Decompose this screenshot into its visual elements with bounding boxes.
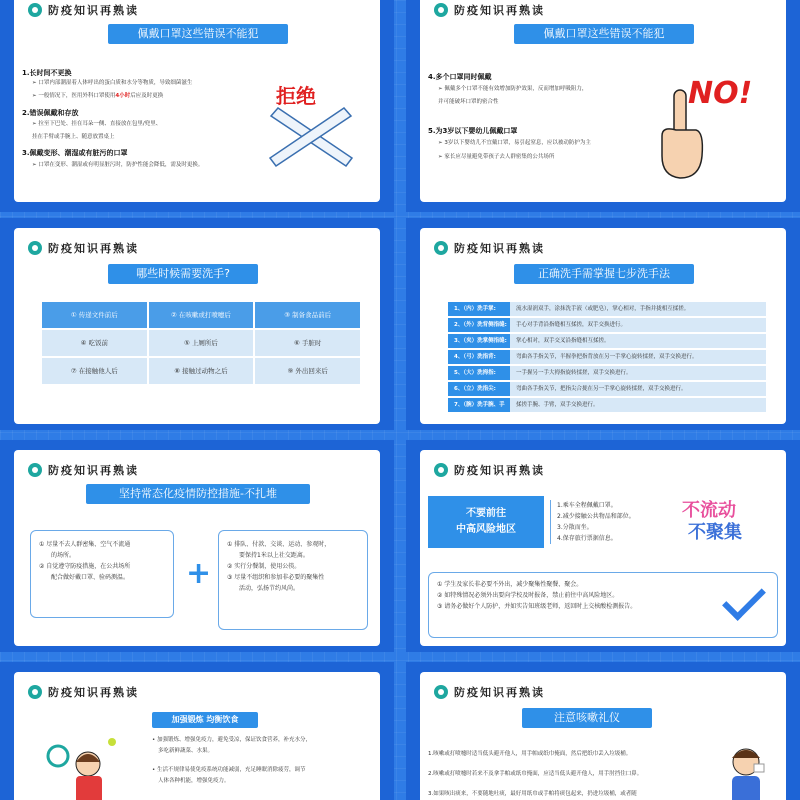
slide-title: 防疫知识再熟读 — [48, 686, 139, 699]
bullet-text: ➢ 一般情况下，医用外科口罩使用4小时后应及时更换 — [32, 93, 164, 99]
grid-cell: ⑦ 在接触他人后 — [42, 358, 147, 384]
wash-occasions-grid — [42, 302, 360, 384]
travel-tips — [550, 500, 635, 544]
bullet-text: 人体各种机能，增强免疫力。 — [158, 778, 230, 784]
step-key: 2、（外）洗背侧指缝: — [448, 318, 510, 332]
slide-header — [434, 684, 545, 700]
slide-header — [28, 462, 139, 478]
step-value: 手心对手背沿指缝相互揉搓，双手交换进行。 — [510, 318, 766, 332]
step-row — [448, 382, 766, 396]
slide-card — [420, 228, 786, 424]
bullet-text: 多吃新鲜蔬菜、水果。 — [158, 748, 214, 754]
step-value: 弯曲各手指关节，把指尖合拢在另一手掌心旋转揉搓，双手交换进行。 — [510, 382, 766, 396]
virus-logo-icon — [28, 463, 42, 477]
slide-exercise-diet[interactable] — [0, 662, 394, 800]
slide-title: 防疫知识再熟读 — [48, 242, 139, 255]
slide-card — [420, 0, 786, 202]
slide-card — [420, 672, 786, 800]
right-advice-box — [218, 530, 368, 630]
bullet-text: 并可能破坏口罩的密合性 — [438, 99, 499, 105]
etiquette-line: 1.咳嗽或打喷嚏时适当低头避开他人，用手帕或纸巾掩面，然后把纸巾丢入垃圾桶。 — [428, 751, 632, 757]
slide-cough-etiquette[interactable] — [406, 662, 800, 800]
virus-logo-icon — [434, 685, 448, 699]
bullet-text: ➢ 佩戴多个口罩不能有效增加防护效果，反而增加呼吸阻力， — [438, 86, 588, 92]
step-key: 3、（夹）洗掌侧指缝: — [448, 334, 510, 348]
advice-line: 要保持1米以上社交距离。 — [239, 552, 309, 559]
step-value: 一手握另一手大拇指旋转揉搓，双手交换进行。 — [510, 366, 766, 380]
virus-logo-icon — [434, 463, 448, 477]
slogan-line: 不流动 — [682, 500, 736, 521]
no-text: NO! — [688, 76, 753, 111]
slide-title: 防疫知识再熟读 — [48, 4, 139, 17]
advice-line: 的场所。 — [51, 552, 76, 559]
advice-line: ② 实行分餐制，使用公筷。 — [227, 563, 301, 570]
step-value: 弯曲各手指关节，半握拳把指背放在另一手掌心旋转揉搓，双手交换进行。 — [510, 350, 766, 364]
bullet-text: ➢ 口罩内部潮湿着人体呼出的蛋白质和水分等物质，导致细菌滋生 — [32, 80, 193, 86]
point-heading: 4.多个口罩同时佩戴 — [428, 73, 492, 81]
risk-line: 中高风险地区 — [456, 524, 516, 535]
slide-mask-mistakes-2[interactable] — [406, 0, 800, 212]
grid-cell: ⑥ 手脏时 — [255, 330, 360, 356]
step-row — [448, 350, 766, 364]
tip-line: 1.乘车全程佩戴口罩。 — [557, 502, 617, 509]
risk-line: 不要前往 — [466, 508, 506, 519]
point-heading: 2.错误佩戴和存放 — [22, 109, 79, 117]
step-key: 5、（大）洗拇指: — [448, 366, 510, 380]
bullet-text: ➢ 拉至下巴处、挂在耳朵一侧、直接放在包里/兜里、 — [32, 121, 162, 127]
refuse-text: 拒绝 — [276, 84, 316, 108]
section-pill: 注意咳嗽礼仪 — [522, 708, 652, 728]
grid-cell: ① 传递文件前后 — [42, 302, 147, 328]
point-heading: 1.长时间不更换 — [22, 69, 72, 77]
advice-line: 活动，弘扬节约风尚。 — [239, 585, 300, 592]
bullet-text: • 生活不规律易使免疫系统功能减弱，充足睡眠消除疲劳，调节 — [152, 767, 306, 773]
slide-mask-mistakes-1[interactable] — [0, 0, 394, 212]
slide-header — [28, 684, 139, 700]
advice-line: ① 排队、付款、交谈、运动、参观时， — [227, 541, 331, 548]
bullet-text: • 加强锻炼、增强免疫力，避免受凉，保证饮食营养，补充水分， — [152, 737, 312, 743]
advice-line: ③ 尽量不组织和参加非必要的聚集性 — [227, 574, 325, 581]
slide-avoid-risk-areas[interactable] — [406, 440, 800, 652]
left-advice-box — [30, 530, 174, 618]
tip-line: 2.减少接触公共物品和部位。 — [557, 513, 635, 520]
advice-line: ② 自觉遵守防疫措施，在公共场所 — [39, 563, 131, 570]
virus-logo-icon — [28, 685, 42, 699]
advice-line: ① 尽量不去人群密集、空气不流通 — [39, 541, 131, 548]
slide-card — [14, 672, 380, 800]
finger-hand-icon — [656, 86, 706, 186]
slide-header — [28, 2, 139, 18]
tennis-boy-icon — [44, 732, 124, 800]
grid-cell: ⑨ 外出回来后 — [255, 358, 360, 384]
slide-no-gathering[interactable] — [0, 440, 394, 652]
step-row — [448, 318, 766, 332]
step-key: 4、（弓）洗指背: — [448, 350, 510, 364]
step-key: 6、（立）洗指尖: — [448, 382, 510, 396]
step-value: 揉搓手腕、手臂，双手交换进行。 — [510, 398, 766, 412]
slide-card — [14, 0, 380, 202]
slogan-line: 不聚集 — [688, 522, 742, 543]
slide-title: 防疫知识再熟读 — [454, 464, 545, 477]
section-pill: 坚持常态化疫情防控措施-不扎堆 — [86, 484, 310, 504]
slide-seven-step-handwash[interactable] — [406, 218, 800, 430]
crossed-arms-icon — [266, 106, 356, 176]
etiquette-line: 2.咳嗽或打喷嚏时若来不及拿手帕或纸巾掩面，应适当低头避开他人，用手肘挡住口鼻。 — [428, 771, 643, 777]
slide-card — [14, 450, 380, 646]
section-pill: 佩戴口罩这些错误不能犯 — [514, 24, 694, 44]
slide-title: 防疫知识再熟读 — [454, 4, 545, 17]
slide-title: 防疫知识再熟读 — [454, 686, 545, 699]
slide-header — [434, 240, 545, 256]
slide-title: 防疫知识再熟读 — [454, 242, 545, 255]
section-pill: 哪些时候需要洗手? — [108, 264, 258, 284]
notice-line: ① 学生及家长非必要不外出，减少聚集性聚餐、聚会。 — [437, 581, 583, 588]
tip-line: 4.保存旅行票据信息。 — [557, 535, 617, 542]
etiquette-line: 3.如果咳出痰来，不要随地吐痰，最好用纸巾或手帕将痰包起来，扔进垃圾桶，或者随 — [428, 791, 637, 797]
step-row — [448, 334, 766, 348]
grid-cell: ② 在咳嗽或打喷嚏后 — [149, 302, 254, 328]
slide-when-wash-hands[interactable] — [0, 218, 394, 430]
slide-header — [434, 2, 545, 18]
virus-logo-icon — [28, 241, 42, 255]
step-key: 7、（腕）洗手腕、手臂: — [448, 398, 510, 412]
risk-area-box — [428, 496, 544, 548]
slogan — [682, 500, 742, 544]
steps-table — [448, 302, 766, 422]
bullet-text: 挂在手臂或手腕上、随意放置桌上 — [32, 134, 115, 140]
point-heading: 3.佩戴变形、潮湿或有脏污的口罩 — [22, 149, 128, 157]
step-row — [448, 366, 766, 380]
slide-header — [28, 240, 139, 256]
step-value: 流水湿润双手，涂抹洗手液（或肥皂），掌心相对，手指并拢相互揉搓。 — [510, 302, 766, 316]
step-key: 1、（内）洗手掌: — [448, 302, 510, 316]
step-row — [448, 302, 766, 316]
bullet-text: ➢ 家长应尽量避免带孩子去人群密集的公共场所 — [438, 154, 555, 160]
section-pill: 正确洗手需掌握七步洗手法 — [514, 264, 694, 284]
tip-line: 3.分散而坐。 — [557, 524, 593, 531]
notice-line: ③ 请务必做好个人防护，并如实告知班级老师，返回时上交核酸检测报告。 — [437, 603, 637, 610]
slide-header — [434, 462, 545, 478]
section-pill: 佩戴口罩这些错误不能犯 — [108, 24, 288, 44]
grid-cell: ⑤ 上厕所后 — [149, 330, 254, 356]
grid-cell: ⑧ 接触过动物之后 — [149, 358, 254, 384]
notice-line: ② 如特殊情况必须外出要向学校及时报备，禁止前往中高风险地区。 — [437, 592, 619, 599]
advice-line: 配合做好戴口罩、验码测温。 — [51, 574, 130, 581]
section-pill: 加强锻炼 均衡饮食 — [152, 712, 258, 728]
slide-card — [420, 450, 786, 646]
slide-card — [14, 228, 380, 424]
virus-logo-icon — [434, 3, 448, 17]
grid-cell: ④ 吃饭前 — [42, 330, 147, 356]
bullet-text: ➢ 口罩在变形、潮湿或有明显脏污时，防护性能会降低，需及时更换。 — [32, 162, 204, 168]
coughing-boy-icon — [716, 740, 776, 800]
bullet-text: ➢ 3岁以下婴幼儿不宜戴口罩，易引起窒息，应以被动防护为主 — [438, 140, 591, 146]
point-heading: 5.为3岁以下婴幼儿佩戴口罩 — [428, 127, 518, 135]
grid-cell: ③ 制备食品前后 — [255, 302, 360, 328]
step-row — [448, 398, 766, 422]
virus-logo-icon — [28, 3, 42, 17]
slide-title: 防疫知识再熟读 — [48, 464, 139, 477]
step-value: 掌心相对，双手交叉沿指缝相互揉搓。 — [510, 334, 766, 348]
virus-logo-icon — [434, 241, 448, 255]
plus-icon: + — [186, 556, 212, 591]
